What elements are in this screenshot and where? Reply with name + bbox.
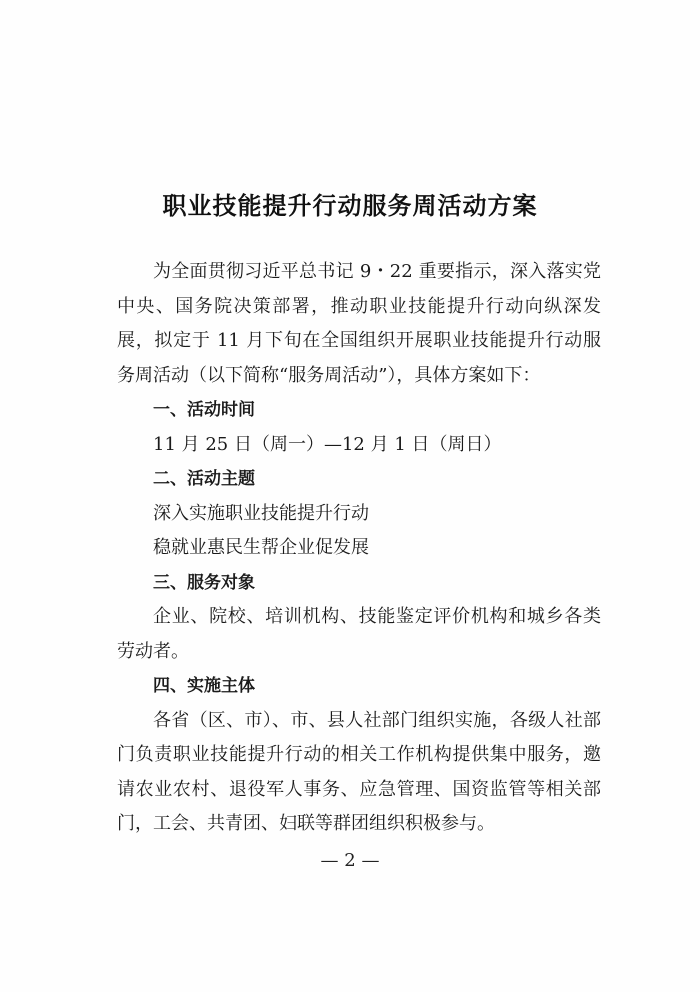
section-heading-audience: 三、服务对象	[153, 572, 255, 593]
section-heading-implementer: 四、实施主体	[153, 676, 255, 696]
theme-line-2: 稳就业惠民生帮企业促发展	[153, 537, 369, 558]
document-body	[117, 255, 601, 842]
intro-paragraph: 为全面贯彻习近平总书记 9・22 重要指示，深入落实党中央、国务院决策部署，推动职业技能提升行动向纵深发展，拟定于 11 月下旬在全国组织开展职业技能提升行动服务周活动（以下简称“服务周活动”），具体方案如下：	[117, 261, 601, 386]
page-number: — 2 —	[320, 850, 380, 871]
section-heading-theme: 二、活动主题	[153, 469, 255, 489]
theme-line-1: 深入实施职业技能提升行动	[153, 502, 369, 524]
implementer-paragraph: 各省（区、市）、市、县人社部门组织实施，各级人社部门负责职业技能提升行动的相关工作机构提供集中服务，邀请农业农村、退役军人事务、应急管理、国资监管等相关部门，工会、共青团、妇联等群团组织积极参与。	[117, 709, 601, 834]
document-title: 职业技能提升行动服务周活动方案	[162, 192, 538, 220]
activity-time-text: 11 月 25 日（周一）—12 月 1 日（周日）	[153, 433, 502, 455]
section-heading-time: 一、活动时间	[153, 400, 255, 420]
audience-paragraph: 企业、院校、培训机构、技能鉴定评价机构和城乡各类劳动者。	[117, 606, 601, 662]
